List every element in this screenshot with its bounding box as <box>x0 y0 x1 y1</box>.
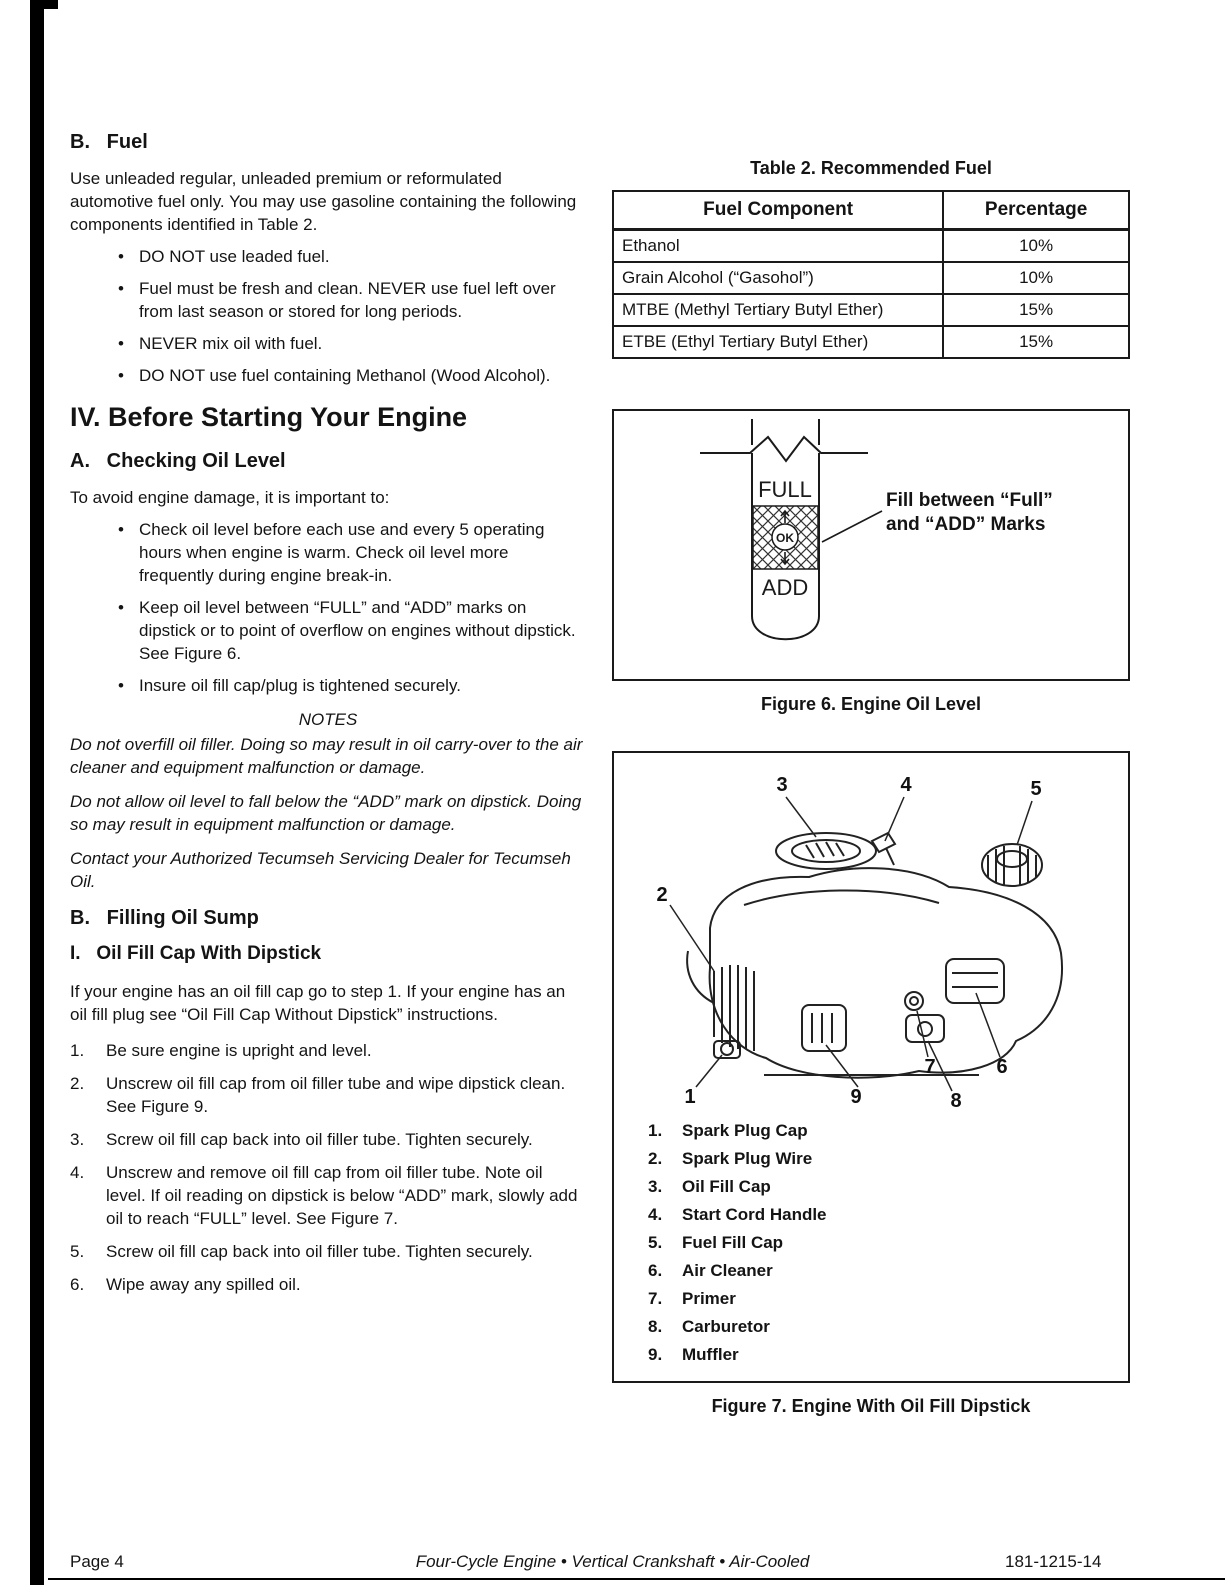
legend-item-4 <box>648 1201 1128 1229</box>
legend-number: 2. <box>648 1149 663 1168</box>
bullet-icon: • <box>118 279 124 298</box>
cell-percentage: 10% <box>943 262 1129 294</box>
legend-number: 6. <box>648 1261 663 1280</box>
step-text: Screw oil fill cap back into oil filler tube. Tighten securely. <box>106 1130 533 1149</box>
legend-number: 1. <box>648 1121 663 1140</box>
notes-paragraph-3: Contact your Authorized Tecumseh Servicing Dealer for Tecumseh Oil. <box>70 849 571 891</box>
legend-number: 5. <box>648 1233 663 1252</box>
callout-3: 3 <box>776 774 788 796</box>
dipstick-tube-bottom <box>752 616 819 639</box>
full-mark-label: FULL <box>758 477 812 502</box>
before-starting-heading: IV. Before Starting Your Engine <box>70 402 468 432</box>
figure6-caption: Figure 6. Engine Oil Level <box>760 694 982 714</box>
callout-6: 6 <box>996 1056 1008 1078</box>
cell-percentage: 10% <box>943 230 1129 263</box>
step-text: Unscrew and remove oil fill cap from oil filler tube. Note oil level. If oil reading on dipstick is below “ADD” mark, slowly add oil to reach “FULL” level. See Figure 7. <box>106 1163 578 1228</box>
shroud-line <box>744 890 939 905</box>
notes-paragraph-2: Do not allow oil level to fall below the “ADD” mark on dipstick. Doing so may result in equipment malfunction or damage. <box>70 792 582 834</box>
callout-leader-lines <box>670 797 1032 1091</box>
scan-artifact-blob <box>30 0 58 9</box>
legend-item-9 <box>648 1341 1128 1369</box>
step-number: 1. <box>70 1041 85 1060</box>
legend-label: Primer <box>682 1289 736 1308</box>
step-text: Wipe away any spilled oil. <box>106 1275 301 1294</box>
checking-bullet-text: Keep oil level between “FULL” and “ADD” marks on dipstick or to point of overflow on engines without dipstick. See Figure 6. <box>139 598 576 663</box>
spark-plug-cap-drawing <box>714 1041 740 1058</box>
bullet-icon: • <box>118 334 124 353</box>
legend-item-3 <box>648 1173 1128 1201</box>
primer-drawing <box>905 992 923 1010</box>
checking-bullet-2 <box>70 596 586 665</box>
callout-9: 9 <box>850 1086 862 1108</box>
annotation-line-2: and “ADD” Marks <box>886 514 1046 535</box>
fuel-bullet-text: DO NOT use fuel containing Methanol (Wood Alcohol). <box>139 366 551 385</box>
footer-document-title: Four-Cycle Engine • Vertical Crankshaft • Air-Cooled <box>415 1552 810 1571</box>
callout-2: 2 <box>656 884 668 906</box>
step-text: Screw oil fill cap back into oil filler tube. Tighten securely. <box>106 1242 533 1261</box>
step-3 <box>70 1128 586 1151</box>
figure6-box <box>612 409 1130 681</box>
fill-range-annotation <box>886 489 1121 537</box>
recommended-fuel-table <box>612 190 1130 359</box>
air-cleaner-drawing <box>946 959 1004 1003</box>
fuel-bullet-text: DO NOT use leaded fuel. <box>139 247 330 266</box>
step-number: 5. <box>70 1242 85 1261</box>
fuel-bullet-text: NEVER mix oil with fuel. <box>139 334 323 353</box>
callout-7: 7 <box>924 1056 936 1078</box>
checking-bullet-text: Check oil level before each use and every 5 operating hours when engine is warm. Check oil level more frequently during engine break-in. <box>139 520 545 585</box>
add-mark-label: ADD <box>761 575 809 600</box>
legend-number: 9. <box>648 1345 663 1364</box>
legend-item-7 <box>648 1285 1128 1313</box>
step-4 <box>70 1161 586 1230</box>
notes-paragraph-1: Do not overfill oil filler. Doing so may result in oil carry-over to the air cleaner and equipment malfunction or damage. <box>70 735 583 777</box>
muffler-drawing <box>802 1005 846 1051</box>
notes-heading: NOTES <box>298 710 358 729</box>
col-header-percentage: Percentage <box>943 191 1129 230</box>
footer-page-number: Page 4 <box>70 1552 124 1571</box>
callout-1: 1 <box>684 1086 696 1108</box>
checking-bullet-3 <box>70 674 586 697</box>
annotation-line-1: Fill between “Full” <box>886 490 1053 511</box>
legend-item-1 <box>648 1117 1128 1145</box>
step-number: 3. <box>70 1130 85 1149</box>
dipstick-diagram <box>614 411 1128 675</box>
cell-percentage: 15% <box>943 326 1129 358</box>
col-header-fuel-component: Fuel Component <box>613 191 943 230</box>
oil-fill-cap-subheading: I. Oil Fill Cap With Dipstick <box>70 943 322 964</box>
callout-numbers <box>656 774 1041 1112</box>
fuel-bullet-4 <box>70 364 586 387</box>
step-number: 4. <box>70 1163 85 1182</box>
checking-oil-heading: A. Checking Oil Level <box>70 450 286 472</box>
table-row <box>613 230 1129 263</box>
filling-oil-heading: B. Filling Oil Sump <box>70 907 259 929</box>
footer-part-number: 181-1215-14 <box>1005 1552 1102 1571</box>
legend-number: 3. <box>648 1177 663 1196</box>
engine-diagram <box>614 753 1128 1115</box>
legend-number: 7. <box>648 1289 663 1308</box>
step-5 <box>70 1240 586 1263</box>
left-column <box>70 131 586 1306</box>
figure7-box <box>612 751 1130 1383</box>
cell-percentage: 15% <box>943 294 1129 326</box>
step-number: 6. <box>70 1275 85 1294</box>
step-text: Unscrew oil fill cap from oil filler tube and wipe dipstick clean. See Figure 9. <box>106 1074 566 1116</box>
callout-8: 8 <box>950 1090 962 1112</box>
filling-intro: If your engine has an oil fill cap go to step 1. If your engine has an oil fill plug see “Oil Fill Cap Without Dipstick” instructions. <box>70 982 566 1024</box>
bullet-icon: • <box>118 676 124 695</box>
step-text: Be sure engine is upright and level. <box>106 1041 372 1060</box>
checking-bullet-text: Insure oil fill cap/plug is tightened securely. <box>139 676 461 695</box>
fuel-bullet-text: Fuel must be fresh and clean. NEVER use fuel left over from last season or stored for long periods. <box>139 279 556 321</box>
scan-artifact-bar <box>30 0 44 1585</box>
table-row <box>613 262 1129 294</box>
legend-item-8 <box>648 1313 1128 1341</box>
legend-label: Spark Plug Wire <box>682 1149 813 1168</box>
right-column <box>612 158 1130 1417</box>
legend-label: Oil Fill Cap <box>682 1177 771 1196</box>
legend-label: Muffler <box>682 1345 739 1364</box>
bullet-icon: • <box>118 520 124 539</box>
cell-component: MTBE (Methyl Tertiary Butyl Ether) <box>613 294 943 326</box>
fuel-intro-paragraph: Use unleaded regular, unleaded premium or reformulated automotive fuel only. You may use gasoline containing the following components identified in Table 2. <box>70 169 577 234</box>
step-1 <box>70 1039 586 1062</box>
legend-label: Spark Plug Cap <box>682 1121 808 1140</box>
figure7-caption: Figure 7. Engine With Oil Fill Dipstick <box>711 1396 1031 1416</box>
legend-item-5 <box>648 1229 1128 1257</box>
fuel-bullet-2 <box>70 277 586 323</box>
checking-bullet-1 <box>70 518 586 587</box>
table-row <box>613 294 1129 326</box>
carburetor-drawing <box>906 1015 944 1042</box>
break-line <box>700 437 868 461</box>
cell-component: Grain Alcohol (“Gasohol”) <box>613 262 943 294</box>
legend-number: 8. <box>648 1317 663 1336</box>
legend-item-2 <box>648 1145 1128 1173</box>
step-2 <box>70 1072 586 1118</box>
legend-item-6 <box>648 1257 1128 1285</box>
oil-fill-cap-drawing <box>776 833 876 869</box>
callout-5: 5 <box>1030 778 1042 800</box>
legend-label: Carburetor <box>682 1317 770 1336</box>
figure7-legend <box>614 1117 1128 1369</box>
step-6 <box>70 1273 586 1296</box>
fuel-section-heading: B. Fuel <box>70 131 148 153</box>
fuel-table-caption: Table 2. Recommended Fuel <box>750 158 992 178</box>
step-number: 2. <box>70 1074 85 1093</box>
table-row <box>613 326 1129 358</box>
fuel-bullet-3 <box>70 332 586 355</box>
cell-component: Ethanol <box>613 230 943 263</box>
checking-oil-intro: To avoid engine damage, it is important to: <box>70 488 390 507</box>
legend-number: 4. <box>648 1205 663 1224</box>
bullet-icon: • <box>118 598 124 617</box>
fuel-bullet-1 <box>70 245 586 268</box>
footer-rule <box>48 1578 1225 1580</box>
annotation-leader-line <box>822 511 882 542</box>
ok-label: OK <box>776 531 794 545</box>
table-header-row <box>613 191 1129 230</box>
legend-label: Fuel Fill Cap <box>682 1233 784 1252</box>
fuel-cap-drawing <box>982 844 1042 886</box>
legend-label: Start Cord Handle <box>682 1205 827 1224</box>
bullet-icon: • <box>118 366 124 385</box>
cell-component: ETBE (Ethyl Tertiary Butyl Ether) <box>613 326 943 358</box>
legend-label: Air Cleaner <box>682 1261 773 1280</box>
bullet-icon: • <box>118 247 124 266</box>
callout-4: 4 <box>900 774 912 796</box>
